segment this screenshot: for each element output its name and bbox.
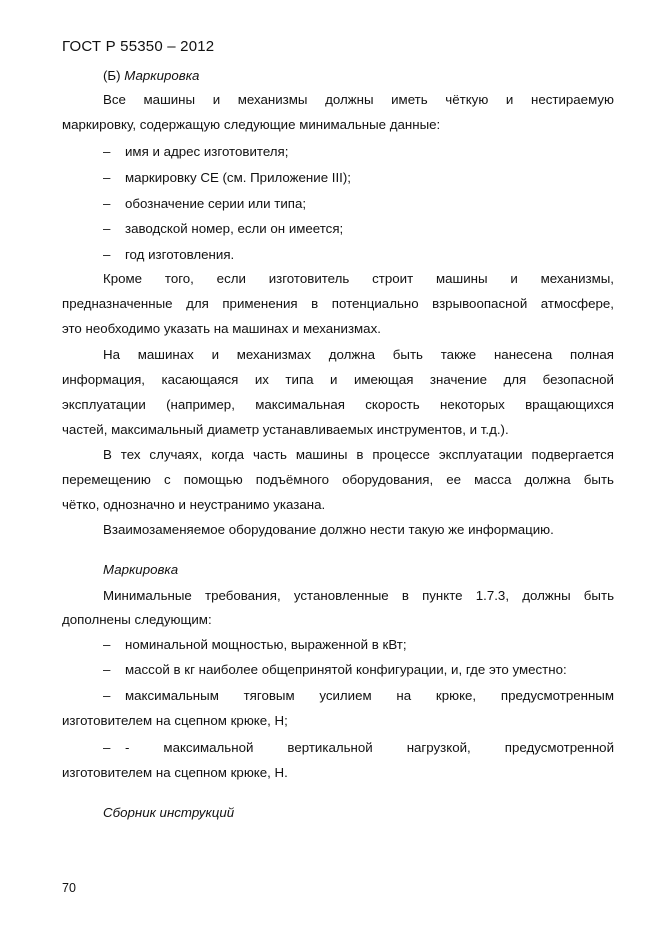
list-item-continuation: изготовителем на сцепном крюке, Н. bbox=[62, 765, 288, 780]
list-item: обозначение серии или типа; bbox=[125, 196, 307, 211]
list-dash: – bbox=[103, 221, 111, 236]
paragraph-line: На машинах и механизмах должна быть также нанесена полная bbox=[103, 347, 614, 362]
paragraph-line: эксплуатации (например, максимальная скорость некоторых вращающихся bbox=[62, 397, 614, 412]
paragraph-line: В тех случаях, когда часть машины в процессе эксплуатации подвергается bbox=[103, 447, 614, 462]
list-dash: – bbox=[103, 637, 111, 652]
list-item: максимальным тяговым усилием на крюке, предусмотренным bbox=[125, 688, 614, 703]
list-item-continuation: изготовителем на сцепном крюке, Н; bbox=[62, 713, 288, 728]
list-item: имя и адрес изготовителя; bbox=[125, 144, 289, 159]
list-dash: – bbox=[103, 196, 111, 211]
paragraph-line: частей, максимальный диаметр устанавливаемых инструментов, и т.д.). bbox=[62, 422, 509, 437]
section-b-label: (Б) bbox=[103, 68, 125, 83]
paragraph-line: предназначенные для применения в потенциально взрывоопасной атмосфере, bbox=[62, 296, 614, 311]
list-item: - максимальной вертикальной нагрузкой, предусмотренной bbox=[125, 740, 614, 755]
paragraph-line: это необходимо указать на машинах и механизмах. bbox=[62, 321, 381, 336]
list-dash: – bbox=[103, 740, 111, 755]
paragraph-line: информация, касающаяся их типа и имеющая значение для безопасной bbox=[62, 372, 614, 387]
document-header: ГОСТ Р 55350 – 2012 bbox=[62, 38, 215, 55]
section-2-intro-line: Минимальные требования, установленные в пункте 1.7.3, должны быть bbox=[103, 588, 614, 603]
page-number: 70 bbox=[62, 881, 76, 895]
list-item: год изготовления. bbox=[125, 247, 235, 262]
section-b-intro-line: маркировку, содержащую следующие минимальные данные: bbox=[62, 117, 441, 132]
section-b-intro-line: Все машины и механизмы должны иметь чёткую и нестираемую bbox=[103, 92, 614, 107]
list-item: маркировку CE (см. Приложение III); bbox=[125, 170, 352, 185]
section-2-intro-line: дополнены следующим: bbox=[62, 612, 212, 627]
list-dash: – bbox=[103, 170, 111, 185]
section-2-title: Маркировка bbox=[103, 562, 179, 577]
list-dash: – bbox=[103, 144, 111, 159]
list-dash: – bbox=[103, 247, 111, 262]
section-b-title: Маркировка bbox=[124, 68, 200, 83]
paragraph-line: чётко, однозначно и неустранимо указана. bbox=[62, 497, 326, 512]
paragraph-line: Кроме того, если изготовитель строит машины и механизмы, bbox=[103, 271, 614, 286]
paragraph-line: Взаимозаменяемое оборудование должно нести такую же информацию. bbox=[103, 522, 554, 537]
list-item: массой в кг наиболее общепринятой конфигурации, и, где это уместно: bbox=[125, 662, 567, 677]
list-item: заводской номер, если он имеется; bbox=[125, 221, 344, 236]
paragraph-line: перемещению с помощью подъёмного оборудования, ее масса должна быть bbox=[62, 472, 614, 487]
section-3-title: Сборник инструкций bbox=[103, 805, 235, 820]
list-dash: – bbox=[103, 662, 111, 677]
list-item: номинальной мощностью, выраженной в кВт; bbox=[125, 637, 407, 652]
section-b-heading bbox=[103, 68, 614, 84]
list-dash: – bbox=[103, 688, 111, 703]
